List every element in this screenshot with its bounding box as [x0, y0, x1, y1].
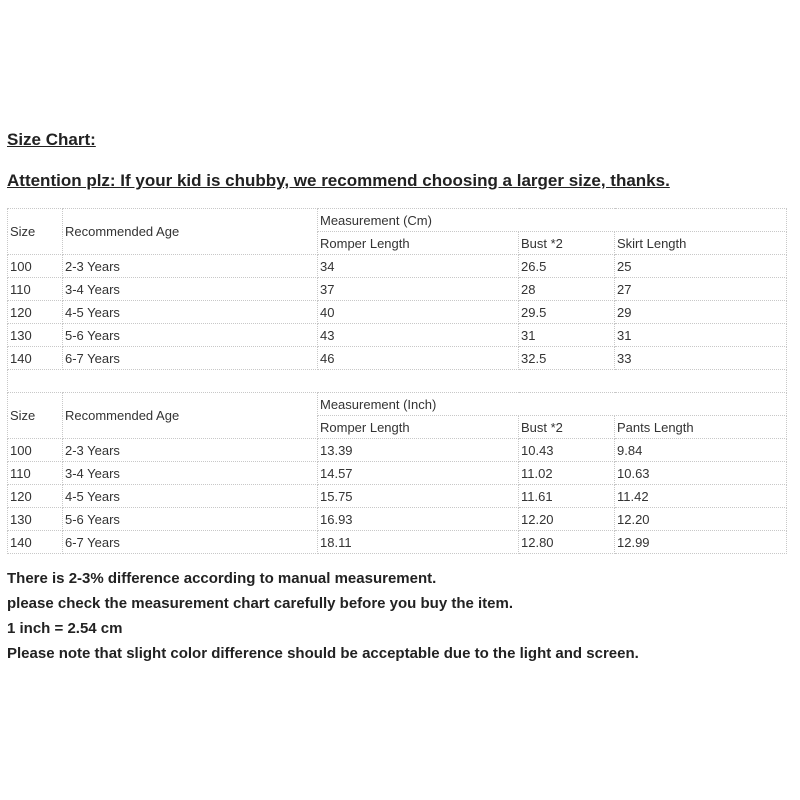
table-cell: 4-5 Years	[63, 301, 318, 324]
table-cell: 6-7 Years	[63, 347, 318, 370]
inch-pants-length-header: Pants Length	[615, 416, 787, 439]
table-cell: 18.11	[318, 531, 519, 554]
table-cell: 130	[8, 508, 63, 531]
table-cell: 10.43	[519, 439, 615, 462]
table-cell: 110	[8, 462, 63, 485]
table-cell: 31	[519, 324, 615, 347]
size-chart-heading: Size Chart:	[7, 130, 96, 149]
notes-block	[7, 569, 639, 669]
table-cell: 15.75	[318, 485, 519, 508]
cm-size-header: Size	[8, 209, 63, 255]
table-row	[8, 255, 787, 278]
cm-bust-header: Bust *2	[519, 232, 615, 255]
table-cell: 40	[318, 301, 519, 324]
note-measurement-difference: There is 2-3% difference according to manual measurement.	[7, 570, 437, 587]
note-inch-conversion: 1 inch = 2.54 cm	[7, 620, 123, 637]
table-cell: 4-5 Years	[63, 485, 318, 508]
table-row	[8, 324, 787, 347]
note-check-chart: please check the measurement chart carefully before you buy the item.	[7, 595, 514, 612]
table-cell: 120	[8, 485, 63, 508]
table-cell: 120	[8, 301, 63, 324]
table-cell: 29.5	[519, 301, 615, 324]
attention-note: Attention plz: If your kid is chubby, we recommend choosing a larger size, thanks.	[7, 171, 670, 190]
table-cell: 2-3 Years	[63, 255, 318, 278]
table-row	[8, 301, 787, 324]
table-cell: 25	[615, 255, 787, 278]
inch-romper-length-header: Romper Length	[318, 416, 519, 439]
table-cell: 12.20	[519, 508, 615, 531]
table-cell: 9.84	[615, 439, 787, 462]
table-cell: 140	[8, 531, 63, 554]
table-cell: 130	[8, 324, 63, 347]
table-row	[8, 531, 787, 554]
table-cell: 3-4 Years	[63, 462, 318, 485]
table-cell: 10.63	[615, 462, 787, 485]
table-cell: 34	[318, 255, 519, 278]
table-cell: 14.57	[318, 462, 519, 485]
table-cell: 100	[8, 255, 63, 278]
table-cell: 6-7 Years	[63, 531, 318, 554]
table-cell: 27	[615, 278, 787, 301]
table-cell: 100	[8, 439, 63, 462]
table-cell: 11.02	[519, 462, 615, 485]
table-row	[8, 278, 787, 301]
table-row	[8, 508, 787, 531]
inch-size-header: Size	[8, 393, 63, 439]
size-chart-table	[7, 208, 787, 554]
table-spacer-cell	[8, 370, 787, 393]
table-cell: 13.39	[318, 439, 519, 462]
cm-skirt-length-header: Skirt Length	[615, 232, 787, 255]
inch-age-header: Recommended Age	[63, 393, 318, 439]
table-cell: 12.99	[615, 531, 787, 554]
table-cell: 26.5	[519, 255, 615, 278]
table-cell: 11.42	[615, 485, 787, 508]
table-cell: 33	[615, 347, 787, 370]
cm-measurement-header: Measurement (Cm)	[318, 209, 787, 232]
inch-bust-header: Bust *2	[519, 416, 615, 439]
table-cell: 11.61	[519, 485, 615, 508]
table-cell: 2-3 Years	[63, 439, 318, 462]
table-cell: 31	[615, 324, 787, 347]
table-row	[8, 439, 787, 462]
table-cell: 5-6 Years	[63, 324, 318, 347]
table-cell: 37	[318, 278, 519, 301]
table-cell: 46	[318, 347, 519, 370]
table-cell: 12.80	[519, 531, 615, 554]
table-cell: 110	[8, 278, 63, 301]
table-cell: 12.20	[615, 508, 787, 531]
table-cell: 29	[615, 301, 787, 324]
cm-age-header: Recommended Age	[63, 209, 318, 255]
inch-measurement-header: Measurement (Inch)	[318, 393, 787, 416]
table-cell: 16.93	[318, 508, 519, 531]
table-row	[8, 462, 787, 485]
table-cell: 28	[519, 278, 615, 301]
table-cell: 43	[318, 324, 519, 347]
table-cell: 32.5	[519, 347, 615, 370]
table-cell: 3-4 Years	[63, 278, 318, 301]
cm-header-row	[8, 209, 787, 232]
table-spacer-row	[8, 370, 787, 393]
table-cell: 140	[8, 347, 63, 370]
cm-romper-length-header: Romper Length	[318, 232, 519, 255]
table-row	[8, 485, 787, 508]
note-color-difference: Please note that slight color difference should be acceptable due to the light and screen.	[7, 645, 639, 662]
table-row	[8, 347, 787, 370]
inch-header-row	[8, 393, 787, 416]
table-cell: 5-6 Years	[63, 508, 318, 531]
